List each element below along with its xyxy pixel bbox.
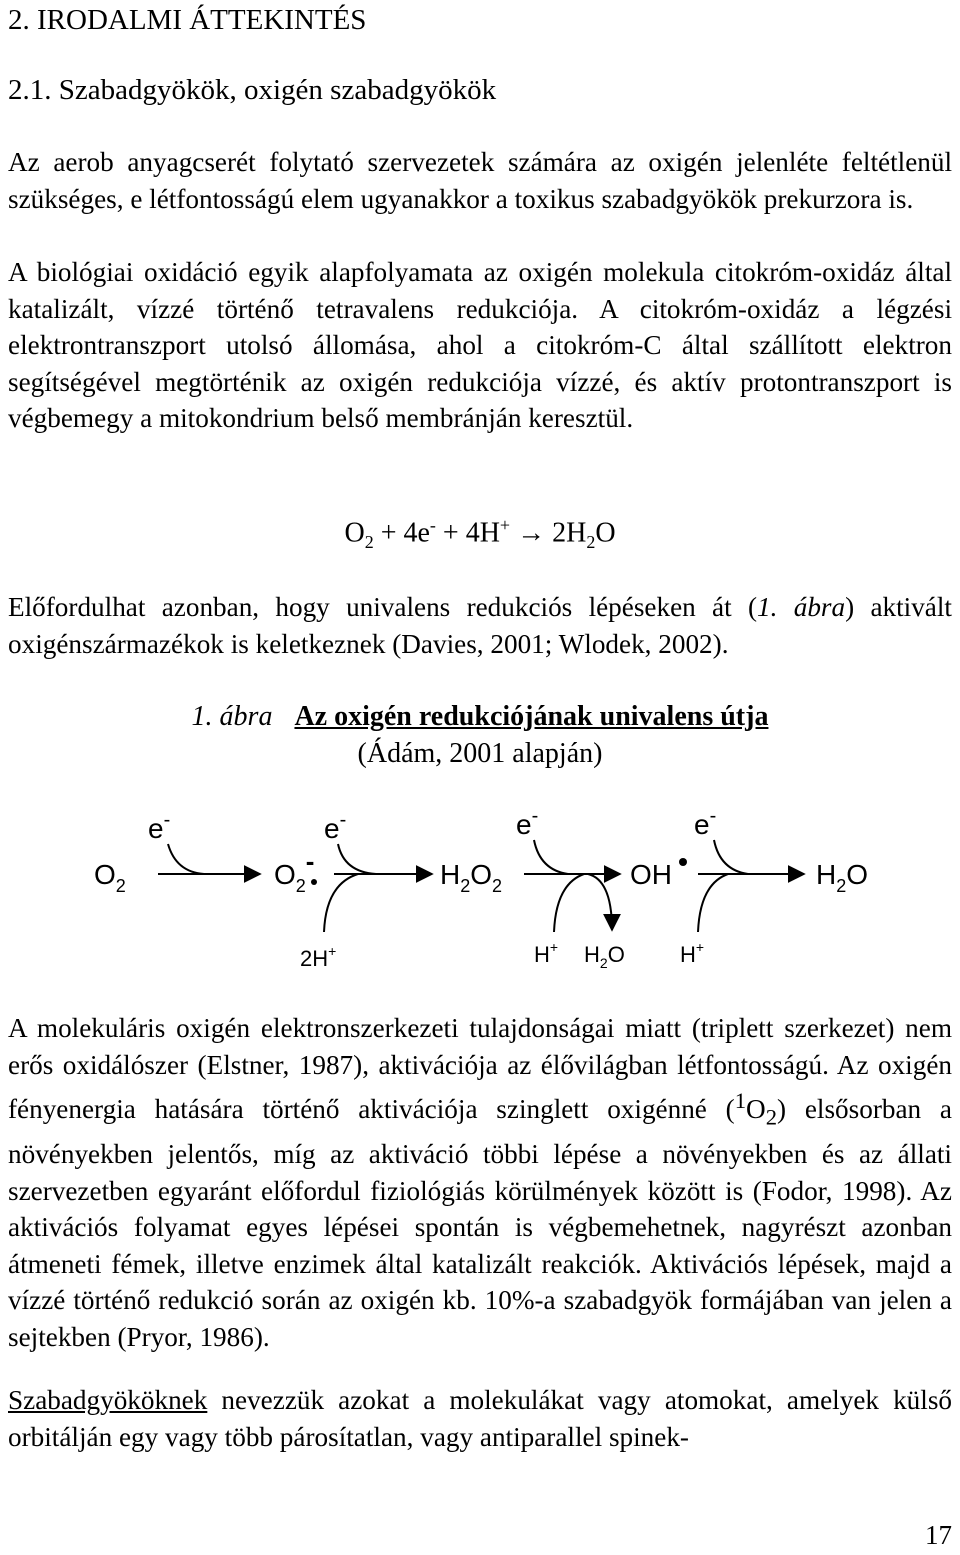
paragraph-univalent: Előfordulhat azonban, hogy univalens redukciós lépéseken át (1. ábra) aktivált oxigénszármazékok is keletkeznek (Davies, 2001; Wlodek, 2002).	[8, 592, 952, 659]
electron-curve-4	[714, 840, 748, 874]
electron-2: e-	[324, 809, 347, 844]
hydroxyl-dot	[679, 858, 687, 866]
paragraph-free-radicals: Szabadgyököknek nevezzük azokat a molekulákat vagy atomokat, amelyek külső orbitálján egy vagy több párosítatlan, vagy antiparallel spinek-	[8, 1385, 952, 1452]
water-release-arrow	[588, 874, 612, 930]
proton-curve-2	[554, 874, 584, 932]
proton-2h: 2H+	[300, 943, 337, 971]
figure-source: (Ádám, 2001 alapján)	[357, 738, 603, 769]
species-h2o2: $H_2O_2$	[440, 859, 503, 896]
product-h2o: $H_2O$	[584, 942, 625, 971]
species-hydroxyl: OH	[630, 859, 672, 890]
proton-curve-3	[698, 874, 728, 932]
electron-1: e-	[148, 809, 171, 844]
figure-label: 1. ábra	[191, 701, 273, 732]
paragraph-oxidation: A biológiai oxidáció egyik alapfolyamata az oxigén molekula citokróm-oxidáz által katalizált, vízzé történő tetravalens redukciója. A citokróm-oxidáz a légzési elektrontranszport utolsó állomása, ahol a citokróm-C által szállított elektron segítségével megtörténik az oxigén redukciója vízzé, és aktív protontranszport is végbemegy a mitokondrium belső membránján keresztül.	[8, 257, 952, 434]
paragraph-activation: A molekuláris oxigén elektronszerkezeti tulajdonságai miatt (triplett szerkezet) nem erős oxidálószer (Elstner, 1987), aktivációja az élővilágban létfontosságú. Az oxigén fényenergia hatására történő aktivációja szinglett oxigénné $(^1O_2)$ elsősorban a növényekben jelentős, míg az aktiváció többi lépése a növényekben és az állati szervezetben egyaránt előfordul fiziológiás körülmények között is (Fodor, 1998). Az aktivációs folyamat egyes lépései spontán is végbemehetnek, nagyrészt azonban átmeneti fémek, illetve enzimek által katalizált reakciók. Aktivációs lépések, majd a vízzé történő redukció során az oxigén kb. 10%-a szabadgyök formájában van jelen a sejtekben (Pryor, 1986).	[8, 1013, 952, 1352]
term-free-radicals: Szabadgyököknek	[8, 1385, 208, 1415]
species-superoxide: $O_2-$	[274, 846, 315, 896]
paragraph-intro: Az aerob anyagcserét folytató szervezetek számára az oxigén jelenléte feltétlenül szükséges, e létfontosságú elem ugyanakkor a toxikus szabadgyökök prekurzora is.	[8, 147, 952, 214]
proton-curve-1	[324, 874, 358, 932]
proton-h-1: H+	[534, 939, 559, 967]
electron-curve-2	[338, 844, 376, 874]
electron-curve-1	[168, 844, 204, 874]
species-water: $H_2O$	[816, 859, 869, 896]
univalent-reduction-diagram	[8, 800, 952, 980]
electron-curve-3	[534, 840, 568, 874]
electron-4: e-	[694, 805, 717, 840]
figure-caption	[8, 701, 952, 733]
reduction-equation: $O_2 + 4e^- + 4H^+ \to 2H_2O$	[344, 515, 616, 552]
page-number: 17	[925, 1520, 952, 1550]
radical-dot	[311, 879, 317, 885]
species-o2: $O_2$	[94, 859, 126, 896]
figure-title: Az oxigén redukciójának univalens útja	[294, 701, 769, 732]
section-title: 2. IRODALMI ÁTTEKINTÉS	[8, 4, 367, 36]
proton-h-2: H+	[680, 939, 705, 967]
subsection-title: 2.1. Szabadgyökök, oxigén szabadgyökök	[8, 74, 497, 106]
electron-3: e-	[516, 805, 539, 840]
